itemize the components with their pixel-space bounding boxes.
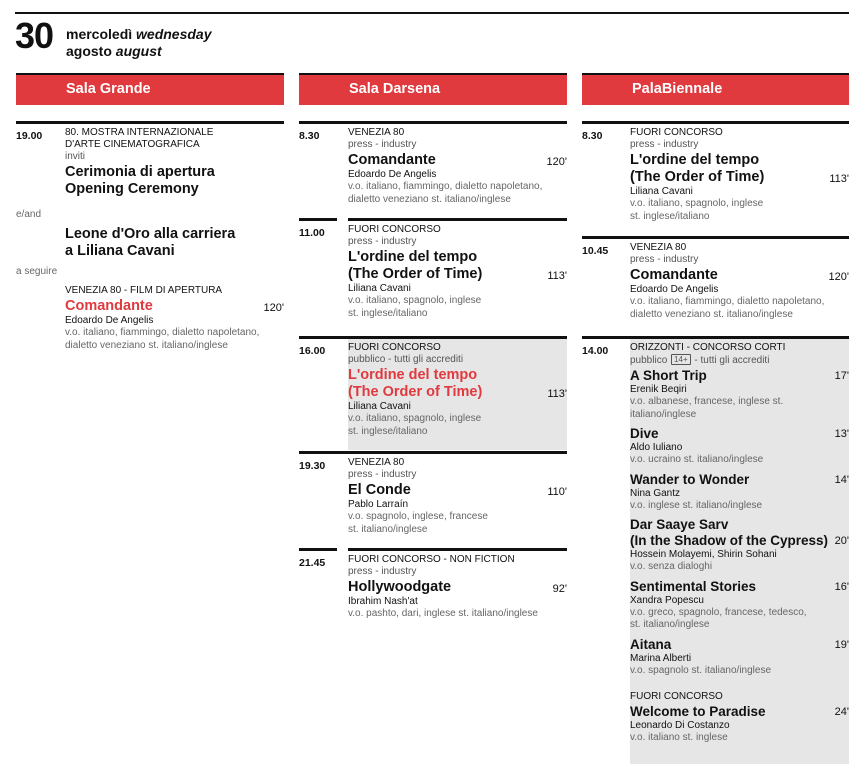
film-duration: 17' [834, 370, 849, 382]
screening-time: 19.00 [16, 130, 43, 142]
film-language-cont: st. italiano/inglese [348, 523, 428, 535]
film-director: Ibrahim Nash'at [348, 596, 418, 607]
screening-time: 8.30 [299, 130, 320, 142]
screening-block [299, 451, 567, 548]
film-title: El Conde 110' [348, 482, 567, 498]
audience-label: press - industry [630, 139, 699, 150]
screening-block [299, 218, 567, 336]
section-label: VENEZIA 80 [348, 457, 405, 468]
film-duration: 113' [829, 173, 849, 185]
block-rule [299, 451, 567, 454]
block-time-rule [299, 218, 337, 221]
hall-header-sala-grande: Sala Grande [16, 75, 284, 105]
screening-content [348, 457, 567, 536]
audience-label: pubblico 14+ - tutti gli accrediti [630, 355, 770, 366]
day-number: 30 [15, 15, 54, 56]
film-language: v.o. albanese, francese, inglese st. italiano/inglese [630, 396, 784, 420]
screening-time: 19.30 [299, 460, 326, 472]
film-language: v.o. italiano, spagnolo, inglese [348, 295, 482, 306]
weekday-en: wednesday [136, 26, 212, 42]
film-duration: 16' [834, 580, 849, 593]
film-director: Leonardo Di Costanzo [630, 720, 730, 731]
film-language: v.o. italiano, fiammingo, dialetto napoletano, [630, 296, 825, 307]
film-language: v.o. spagnolo st. italiano/inglese [630, 664, 772, 676]
short-film [630, 517, 849, 574]
screening-block [582, 121, 849, 235]
short-film [630, 579, 849, 632]
film-language-cont: st. inglese/italiano [348, 425, 428, 437]
block-rule [16, 121, 284, 124]
screening-content [348, 127, 567, 206]
film-title: Dive 13' [630, 426, 849, 441]
section-label: FUORI CONCORSO [348, 224, 441, 235]
film-title: Hollywoodgate 92' [348, 579, 567, 595]
hall-header-palabiennale: PalaBiennale [582, 75, 849, 105]
film-duration: 92' [552, 583, 567, 595]
film-title: L'ordine del tempo [348, 249, 478, 265]
film-director: Edoardo De Angelis [348, 169, 437, 180]
film-language: v.o. italiano, fiammingo, dialetto napoletano, [348, 181, 543, 192]
short-film [630, 472, 849, 513]
film-title-cont: (The Order of Time) 113' [630, 169, 849, 185]
block-rule [348, 548, 567, 551]
film-title: Sentimental Stories 16' [630, 578, 849, 594]
weekday-it: mercoledì [66, 26, 133, 42]
film-duration: 113' [547, 270, 567, 282]
shorts-block [582, 336, 849, 764]
screening-time: 11.00 [299, 227, 325, 239]
audience-label: press - industry [348, 469, 417, 480]
film-language: v.o. senza dialoghi [630, 561, 713, 572]
screening-content [630, 342, 849, 745]
film-language: v.o. italiano st. inglese [630, 732, 728, 743]
screening-block [582, 236, 849, 336]
day-top-rule [15, 12, 849, 14]
film-title: Comandante 120' [65, 298, 284, 314]
ceremony-title: Cerimonia di apertura [65, 164, 215, 180]
screening-block [299, 548, 567, 638]
audience-label: inviti [65, 151, 86, 162]
film-title: Comandante 120' [630, 267, 849, 283]
film-title: Comandante 120' [348, 152, 567, 168]
month-it: agosto [66, 43, 112, 59]
day-date-lines [66, 26, 212, 60]
audience-label: press - industry [348, 236, 417, 247]
film-language: v.o. pashto, dari, inglese st. italiano/inglese [348, 608, 538, 619]
block-rule [582, 236, 849, 239]
film-title: Dar Saaye Sarv [630, 517, 729, 532]
film-language: v.o. ucraino st. italiano/inglese [630, 454, 764, 465]
film-language-cont: st. inglese/italiano [348, 307, 428, 319]
film-duration: 120' [546, 156, 567, 168]
film-title: L'ordine del tempo [630, 152, 760, 168]
section-label: ORIZZONTI - CONCORSO CORTI [630, 342, 786, 353]
film-language: v.o. italiano, spagnolo, inglese [630, 198, 764, 209]
screening-time: 10.45 [582, 245, 609, 257]
film-language: v.o. spagnolo, inglese, francese [348, 511, 488, 522]
film-director: Aldo Iuliano [630, 442, 683, 453]
screening-content [348, 554, 567, 621]
screening-content [348, 224, 567, 320]
film-duration: 19' [834, 638, 849, 651]
film-duration: 13' [834, 428, 849, 440]
film-director: Edoardo De Angelis [65, 315, 154, 326]
hall-header-sala-darsena: Sala Darsena [299, 75, 567, 105]
film-director: Nina Gantz [630, 487, 681, 499]
block-rule [582, 336, 849, 339]
block-rule [299, 336, 567, 339]
age-rating-badge: 14+ [671, 354, 691, 365]
section-label: VENEZIA 80 [348, 127, 405, 138]
film-title-cont: (The Order of Time) 113' [348, 266, 567, 282]
film-duration: 20' [834, 535, 849, 547]
short-film [630, 637, 849, 678]
film-language-cont: dialetto veneziano st. italiano/inglese [630, 308, 793, 320]
film-director: Marina Alberti [630, 652, 692, 664]
section-label: FUORI CONCORSO - NON FICTION [348, 554, 515, 565]
film-language-cont: dialetto veneziano st. italiano/inglese [348, 193, 511, 205]
audience-label: pubblico - tutti gli accrediti [348, 354, 464, 365]
film-title-cont: (In the Shadow of the Cypress) 20' [630, 533, 849, 548]
and-label: e/and [16, 209, 42, 220]
film-language-cont: st. inglese/italiano [630, 210, 710, 222]
screening-time: 14.00 [582, 345, 609, 357]
then-label: a seguire [16, 266, 58, 277]
film-duration: 120' [828, 271, 849, 283]
block-rule [299, 121, 567, 124]
film-language-cont: dialetto veneziano st. italiano/inglese [65, 339, 228, 351]
film-title: Welcome to Paradise 24' [630, 704, 849, 719]
section-label: FUORI CONCORSO [630, 127, 723, 138]
screening-content [630, 242, 849, 321]
screening-content [630, 127, 849, 223]
ceremony-title-en: Opening Ceremony [65, 181, 199, 197]
opening-film [65, 285, 284, 352]
audience-label: press - industry [348, 566, 417, 577]
film-language-cont: st. italiano/inglese [630, 619, 710, 630]
film-language: v.o. italiano, fiammingo, dialetto napoletano, [65, 327, 260, 338]
section-label: VENEZIA 80 [630, 242, 687, 253]
film-duration: 120' [263, 302, 284, 314]
extra-screening [630, 691, 849, 745]
film-duration: 24' [834, 706, 849, 718]
screening-content [65, 127, 284, 197]
screening-block [299, 121, 567, 218]
film-duration: 110' [547, 486, 567, 498]
section-label: FUORI CONCORSO [630, 691, 723, 702]
screening-block [299, 336, 567, 450]
film-title-cont: (The Order of Time) 113' [348, 384, 567, 400]
block-time-rule [299, 548, 337, 551]
film-language: v.o. greco, spagnolo, francese, tedesco, [630, 606, 807, 618]
film-title: Wander to Wonder 14' [630, 471, 849, 487]
film-director: Liliana Cavani [348, 401, 411, 412]
film-title: L'ordine del tempo [348, 367, 478, 383]
film-director: Pablo Larraín [348, 499, 409, 510]
film-section: VENEZIA 80 - FILM DI APERTURA [65, 285, 223, 296]
short-film [630, 368, 849, 421]
section-label-cont: D'ARTE CINEMATOGRAFICA [65, 139, 200, 150]
film-director: Xandra Popescu [630, 594, 704, 606]
block-rule [582, 121, 849, 124]
film-language: v.o. italiano, spagnolo, inglese [348, 413, 482, 424]
film-language: v.o. inglese st. italiano/inglese [630, 499, 763, 511]
film-title: A Short Trip 17' [630, 368, 849, 383]
leone-block [65, 225, 284, 259]
film-director: Liliana Cavani [630, 186, 693, 197]
audience-label: press - industry [348, 139, 417, 150]
screening-time: 16.00 [299, 345, 326, 357]
leone-title-cont: a Liliana Cavani [65, 243, 175, 259]
film-director: Edoardo De Angelis [630, 284, 719, 295]
screening-time: 8.30 [582, 130, 603, 142]
screening-time: 21.45 [299, 557, 326, 569]
film-duration: 14' [834, 473, 849, 486]
screening-content [348, 342, 567, 438]
film-director: Erenik Beqiri [630, 384, 687, 395]
block-rule [348, 218, 567, 221]
film-duration: 113' [547, 388, 567, 400]
section-label: 80. MOSTRA INTERNAZIONALE [65, 127, 214, 138]
film-director: Hossein Molayemi, Shirin Sohani [630, 549, 777, 560]
audience-label: press - industry [630, 254, 699, 265]
leone-title: Leone d'Oro alla carriera [65, 226, 236, 242]
short-film [630, 426, 849, 467]
section-label: FUORI CONCORSO [348, 342, 441, 353]
film-title: Aitana 19' [630, 636, 849, 652]
film-director: Liliana Cavani [348, 283, 411, 294]
month-en: august [115, 43, 162, 59]
